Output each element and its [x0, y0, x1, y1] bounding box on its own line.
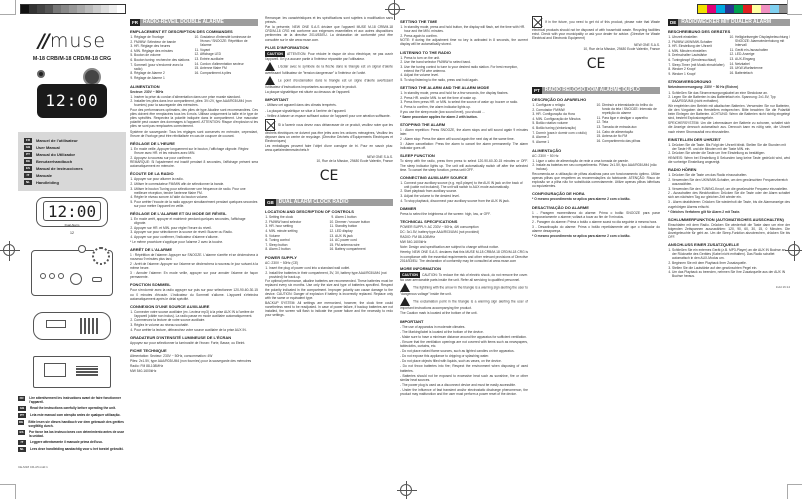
pt-control-item: 5. Botão rotativo volume [536, 121, 594, 125]
fr-radio-step: 3. Utiliser le bouton Tuning pour sélectionner une fréquence de radio. Pour une meilleure réception, tendre l'antenne filaire FM. [134, 187, 258, 195]
lightning-warning-icon [265, 62, 275, 71]
pt-control-item: 9. Alarme 1 [536, 140, 594, 144]
fr-packaging: Les emballages peuvent faire l'objet d'une consigne de tri. Pour en savoir plus: www.quefairedemesdechets.fr [265, 144, 393, 153]
read-first-item: ES Por favor lea las instrucciones con detenimiento antes de usar la unidad. [19, 429, 124, 438]
pt-control-item: 13. Tomada de entrada áux [602, 125, 660, 129]
fr-control-item: 14. Cordon d'alimentation secteur [200, 62, 258, 66]
fr-dim-text: Appuyez sur pour sélectionner la luminosité de l'écran: Forte, Basse, ou Eteint. [130, 340, 246, 345]
pt-control-item: 8. Alarme 2 [536, 135, 594, 139]
gb-power-line: AC: 230V ~ 50Hz (CE) [265, 260, 299, 265]
bottom-diagram [33, 356, 111, 388]
crop-mark-top-right [787, 0, 802, 15]
de-time-step: 1. Drücken Sie die Taste. Bis Folgt der Uhrzeit blinkt. Stellen Sie die Stunden mit der Taste HR. und die Minuten mit der Taste MIN. ein. [672, 143, 790, 151]
fr-aux-step: 3. Réglez le volume au niveau souhaité. [134, 323, 258, 327]
fr-radio-step: 4. Régler le niveau sonore à l'aide du bouton volume. [134, 195, 258, 199]
gb-radio-step: 5. To stop listening to the radio, press and hold again. [404, 78, 528, 82]
gb-stop-item: 3 : Alarm cancellation: Press the alarm to cancel the alarm permanently. The alarm indicator goes off. [400, 142, 528, 151]
de-radio-title: RADIO HÖREN [668, 167, 697, 173]
gb-alarm-step: 2. Press HR. and/or MIN. to set the time of wake up. [404, 96, 528, 100]
fr-spec-line: Piles: 2x1.5V, type AAA/R03/UM4 (non fournies) pour la sauvegarde des mémoires [130, 359, 252, 364]
pt-control-item: 3. HR. Configuração da Hora [536, 112, 594, 116]
ce-mark-icon: CE [319, 167, 339, 184]
fr-caution: CAUTION ATTENTION: Pour réduire le risque de choc électrique, ne pas ouvrir l'appareil. Il n'y a aucune partie à l'intérieur réparable par l'utilisateur. [265, 51, 393, 62]
pt-control-item: 10. Diminuir a intensidade do brilho do fundo da tela / SNOOZE: Intervalo de repetição do alarme [602, 103, 660, 115]
pt-control-item: 11. Para ligar e desligar o aparelho [602, 116, 660, 120]
fr-spec-title: FICHE TECHNIQUE [130, 347, 167, 353]
fr-stop-item: 1 : Répétition de l'alarme: Appuyer sur SNOOZE. L'alarme s'arrête et se déclenchera à nouveau 9 minutes plus tard. [130, 252, 258, 261]
gb-stop-title: STOPPING THE ALARM [400, 121, 446, 127]
gb-power-text: For optimal performance, alkaline batteries are recommended. These batteries must be replaced every six months. Use only the size and type of batteries specified. Respect the polarity indicated in the compartment. Improper polarity can cause damage to the device. CAUTION: Danger of explosion if battery is incorrectly replaced. Replace only with the same or equivalent type. [265, 279, 393, 300]
de-control-item: 7. Sleep-Timer (mit Musik einschlafen) [672, 63, 727, 67]
gb-spec-line: DC: 3x1.5V, battery type AAA/R03/UM4 (not provided) [400, 230, 480, 234]
fr-alarm-step: 3. Appuyer sur pour sélectionner la source de réveil: Buzzer ou Radio. [134, 230, 258, 234]
diagram-display-label: Dual Alarm [64, 222, 80, 227]
flag-icon: NL [26, 180, 30, 185]
gb-spec-line: MW 540-1600kHz [400, 240, 427, 245]
pt-alarm-note: * O mesmo procedimento se aplica para alarme 2 com o botão. [532, 197, 631, 202]
fr-time-step: 2. Appuyez à nouveau sur pour confirmer. [134, 156, 258, 160]
fr-control-item: 6. Bouton tuning: recherche des stations [134, 58, 192, 62]
gb-important-item: - The use of apparatus in moderate climates. [400, 324, 466, 329]
gb-important-title: IMPORTANT [400, 318, 424, 324]
gb-control-item: 9. Alarm 1 button [335, 215, 393, 219]
de-controls-title: BESCHREIBUNG DES GERÄTES [668, 29, 731, 34]
pt-power-title: ALIMENTAÇÃO [532, 147, 562, 153]
language-item: DE Benutzerhandbuch [25, 159, 73, 165]
de-control-item: 13. AUX-Eingang [735, 57, 790, 61]
fr-control-item: 2. FM/MW: Sélecteur de bande [134, 40, 192, 44]
de-aux-title: ANSCHLUSS EINER ZUSATZQUELLE [668, 242, 740, 248]
fr-radio-step: 2. Utiliser le commutateur FM/MW afin de sélectionner la bande. [134, 182, 258, 186]
fr-spec-line: MW 540-1600kHz [130, 369, 157, 374]
flag-icon: FR [26, 138, 30, 143]
fr-aux-step: 2. Commencez la lecture de votre source auxiliaire. [134, 318, 258, 322]
lightning-warning-icon [400, 283, 410, 292]
gb-more-title: MORE INFORMATION [400, 265, 442, 271]
de-radio-step: 2. Verwenden Sie den UKW/MW-Schalter, um den gewünschten Frequenzbereich auszuwählen. [672, 178, 790, 186]
exclamation-warning-icon [400, 297, 410, 306]
gb-backup-text: BACKUP SYSTEM: All settings are memorized, however, the clock time could nonetheless need to be readjusted. In case of power failure, if backup batteries are not installed, the screen will flash to indicate the power failure and the necessity to redo your settings. [265, 300, 393, 318]
gb-sleep-title: SLEEP FUNCTION [400, 153, 435, 159]
gb-dim-title: DIMMER [400, 205, 417, 211]
gb-radio-step: 2. Use the band selector FM/MW to select band. [404, 60, 528, 64]
pt-controls-title: DESCRIÇÃO DO APARELHO [532, 97, 587, 103]
fr-power-step: 2. Installer les piles dans leur compartiment, piles: 3V=2V, type AAA/R03/UM4 (non fournies) pour la sauvegarde des mémoires. [134, 99, 258, 107]
top-diagram [31, 250, 113, 296]
de-section-header: DE RADIOWECKER MIT DUALER ALARM [668, 19, 790, 26]
fr-exclaim: Le point d'exclamation dans le triangle est un signe d'alerte avertissant l'utilisateur d'instructions importantes accompagnant le produit. [265, 76, 393, 89]
gb-aux-step: 3. Adjust the volume to the desired level. [404, 194, 528, 198]
fr-control-item: 13. Entrée auxiliaire [200, 57, 258, 61]
de-time-step: 2. Drücken Sie wieder die Taste um Ihre Einstellung zu bestätigen. [672, 151, 790, 155]
pt-control-item: 15. Antena de fio FM [602, 134, 660, 138]
fr-stop-title: ARRÊT DE L'ALARME [130, 246, 173, 252]
brand-logo: // muse [37, 30, 107, 52]
gb-control-item: 8. Alarm 2 button [269, 247, 327, 251]
de-power-step: 2. Legen Sie die Batterien in das Batteriefach ein. Spannung: 2x1.5V, Typ AAA/R03/UM4 (nicht enthalten). [672, 95, 790, 103]
flag-icon: DE [25, 159, 31, 164]
read-first-item: NL Lees deze handleiding aandachtig voor u het toestel gebruikt. [20, 446, 124, 451]
fr-time-note: REMARQUE: Si l'ajustement est inactif pendant 8 secondes, l'affichage présent sera automatiquement en mémoire. [130, 160, 258, 169]
fr-lightning: L'éclair avec le symbole de la flèche dans le triangle est un signal d'alerte avertissant l'utilisateur de "tension dangereuse" à l'intérieur de l'unité. [265, 62, 393, 75]
back-diagram [33, 312, 111, 340]
fr-alarm-title: RÉGLAGE DE L'ALARME ET DU MODE DE RÉVEIL [130, 211, 227, 217]
fr-time-step: 1. En mode veille, Appuyer longuement sur le bouton, l'affichage clignote. Réglez l'heure avec HR. et les minutes avec MIN. [134, 147, 258, 155]
de-sleep-title: SCHLUMMERFUNKTION (AUTOMATISCHES AUSSCHALTEN) [668, 216, 784, 222]
de-radio-step: 1. Drücken Sie die Taste um das Radio einzuschalten. [672, 173, 790, 177]
gb-alarm-step: 4. Press to confirm, the alarm indicator lights up. [404, 105, 528, 109]
fr-disposal: Si à l'avenir vous devez vous débarrasser de ce produit, veuillez noter que les déchets électriques ne doivent pas être jetés avec les ordures ménagères. Veuillez les déposer dans un centre de recyclage. (Directive Déchets d'Équipements Électriques et Électroniques) [265, 119, 393, 143]
front-diagram [36, 197, 108, 227]
gb-dim-text: Press to select the brightness of the screen: high, low, or OFF. [400, 211, 491, 216]
weee-bin-icon [265, 119, 275, 131]
read-instructions-notice [18, 396, 126, 452]
gb-time-step: 2. Press again to confirm. [404, 34, 528, 38]
de-stop-item: 3 - Alarm deaktivieren: Drücken Sie wiederholt die Taste, bis die Alarmanzeige des zugehörigen Alarms erlischt. [668, 200, 790, 209]
fr-power-line: Secteur: 230V ~ 50Hz [130, 89, 164, 94]
fr-control-item: 15. Antenne filaire FM [200, 66, 258, 70]
de-power-text: Wir empfehlen den Betrieb mit alkalischen Batterien. Verwenden Sie nur Batterien, die den Vorgaben des Herstellers entsprechen. Bitte beachten Sie die Polarität beim Einlegen der Batterien. ACHTUNG: Wenn die Batterien nicht richtig eingelegt sind, besteht Explosionsgefahr. [668, 103, 790, 121]
language-item: FR Manuel de l'utilisateur [26, 138, 78, 144]
fr-control-item: 11. Voyant [200, 48, 258, 52]
gb-alarm-note: If you use the sleep mode (low sound level), you should ... [400, 109, 485, 114]
gb-important-item: - Ensure that the ventilation openings are not covered with items such as newspapers, tablecloths, curtains, etc. [400, 339, 528, 349]
pt-control-item: 2. Comutador FM/MW [536, 108, 594, 112]
exclamation-warning-icon [265, 76, 275, 85]
pt-section-header: PT RÁDIO RELÓGIO COM ALARME DUPLO [532, 87, 660, 94]
fr-important-item: - Utilisez cet appareil dans des climats tempérés. [265, 103, 337, 108]
de-control-item: 10. Helligkeitsregler Displaybeleuchtung / SNOOZE: Alarmwiederholung mit Intervall [735, 35, 790, 47]
de-column [668, 16, 790, 290]
fr-control-item: 10. Gradateur d'intensité lumineuse de l'écran / SNOOZE: Répétition de l'alarme [200, 35, 258, 47]
gb-control-item: 4. MIN. minute setting [269, 229, 327, 233]
gb-control-item: 7. Sleep button [269, 243, 327, 247]
fr-power-text: Pour des performances optimales, des piles de type Alcaline sont recommandées. Ces piles doivent être remplacées tous les 6 mois. Utilisez uniquement la taille et le type de piles spécifiés. Respectez la polarité indiquée dans le compartiment. Une mauvaise polarité peut causer des dommages à l'appareil. ATTENTION: Risque d'explosion si les piles ne sont pas remplacées correctement. [130, 108, 258, 129]
crop-mark-bottom-left [0, 484, 16, 499]
de-control-item: 15. UKW-Wurfantenne [735, 66, 790, 70]
fr-important-title: IMPORTANT [265, 97, 289, 103]
gb-radio-step: 1. Press to turn on the unit. [404, 56, 528, 60]
gb-controls-title: LOCATION AND DESCRIPTION OF CONTROLS [265, 209, 354, 215]
fr-power-step: 1. Insérer la prise du cordon d'alimentation dans une prise murale standard. [134, 95, 258, 99]
de-sleep-text: Einschlafen mit dem Radio. Drücken Sie wiederholt die Taste dann um eine der folgenden Zeitspannen auszuwählen: 120, 90, 60, 30, 15, 0 Minuten. Die Anzeigeleuchte für geht an. Um die Sleep-Funktion abzubrechen, drücken Sie bis OFF. [668, 222, 790, 240]
fr-spec-line: Alimentation: Secteur: 230V ~ 50Hz, consommation: 4W [130, 353, 213, 358]
gb-control-item: 13. AUX IN jack [335, 234, 393, 238]
gb-company: NEW ONE S.A.S. 10, Rue de la Mission, 29480 Ecole Valentin, France [583, 43, 660, 52]
de-control-item: 4. MIN. Minuten einstellen [672, 49, 727, 53]
language-item: ES Manual de instrucciones [25, 166, 83, 172]
clock-display: 12:00 [37, 84, 107, 118]
gb-control-item: 6. Tuning control [269, 238, 327, 242]
registration-mark-top [388, 3, 400, 15]
read-first-item: IT Leggere attentamente il manuale prima dell'uso. [18, 440, 126, 445]
gb-caution: CAUTION CAUTION: To reduce the risk of electric shock, do not remove the cover. No user-serviceable parts inside the unit. Refer all servicing to qualified personnel. [400, 272, 528, 283]
fr-control-item: 4. MIN. Réglage des minutes [134, 49, 192, 53]
gb-important-item: - Make sure to have a minimum distance around the apparatus for sufficient ventilation. [400, 334, 527, 339]
fr-aux-step: 1. Connecter votre source auxiliaire (ex. Lecteur mp3) à la prise AUX IN à l'arrière de l'appareil (câble non inclus). La radio passe en mode auxiliaire automatiquement. [134, 310, 258, 318]
registration-mark-bottom [400, 484, 412, 496]
fr-alarm-step: 2. Appuyer sur HR. et MIN. pour régler l'heure du réveil. [134, 226, 258, 230]
de-alarm2-note: * Gleiches Verfahren gilt für Alarm 2 mit Taste. [668, 209, 741, 214]
de-power-title: STROMVERSORGUNG [668, 79, 712, 85]
de-aux-step: 2. Beginnen Sie mit dem Playback Ihrer Zusatzquelle. [672, 261, 790, 265]
pt-stop-item: 2 - Paragem do alarme: Prima o botão o alarme soará no dia seguinte à mesma hora. [532, 219, 658, 224]
fr-stop-item: 3 : Annuler l'alarme: En mode veille, appuyer sur pour annuler l'alarme de façon permanente. [130, 271, 258, 280]
pt-stop-item: 1 - Paragem momentânea do alarme: Prima o botão SNOOZE para parar temporariamente o alarme; voltará a tocar ao fim de 9 minutos. [532, 210, 660, 219]
de-control-item: 1. Uhrzeit einstellen [672, 35, 727, 39]
fr-sleep-text: Pour s'endormir avec la radio appuyer sur puis sur pour sélectionner 120-90-60-30-15 ou 0 minutes d'écoute. L'indicateur du Sommeil s'allume. L'appareil s'éteindra automatiquement après le délai spécifié. [130, 288, 258, 301]
read-first-item: GB Read the instructions carefully before operating the unit. [19, 405, 116, 410]
gb-spec-line: RADIO: FM 88-108MHz [400, 235, 435, 240]
fr-company: NEW ONE S.A.S. 10, Rue de la Mission, 29480 Ecole Valentin, France [316, 155, 393, 164]
pt-control-item: 12. Tela [602, 120, 660, 124]
pt-control-item: 16. Compartimento das pilhas [602, 139, 660, 143]
color-calibration-bar [697, 4, 789, 14]
pt-control-item: 7. Dormir (para ir dormir com o rádio) [536, 131, 594, 135]
gb-pt-column [532, 16, 660, 239]
language-item: IT Manuale [24, 173, 120, 178]
gb-exclaim: The exclamation point in the triangle is a warning sign alerting the user of important instructions accompanying the product. [400, 297, 528, 310]
gb-control-item: 14. AC power cord [335, 238, 393, 242]
de-radio-step: 3. Verwenden Sie den TUNING-Knopf, um die gewünschte Frequenz einzustellen. [672, 187, 790, 191]
de-aux-step: 4. Um das Playback zu beenden, nehmen Sie Ihre Zusatzquelle aus der AUX IN Buchse heraus. [672, 270, 790, 278]
read-first-item: DE Bitte lesen sie dieses handbuch vor dem gebrauch des gerätes sorgfältig durch. [19, 419, 124, 428]
language-item: GB User Manual [25, 145, 60, 151]
weee-bin-icon [532, 16, 542, 28]
de-control-item: 5. Drehschalter Lautstärke [672, 53, 727, 57]
fr-sleep-title: FONCTION SOMMEIL [130, 282, 171, 288]
fr-radio-step: 1. Appuyer sur pour allumer la radio. [134, 177, 258, 181]
fr-radio-step: 5. Pour arrêter l'écoute de la radio appuyer simultanément pendant quelques secondes sur pour mettre l'appareil en veille. [134, 200, 258, 208]
gb-control-item: 10. Dimmer / snooze button [335, 220, 393, 224]
fr-control-item: 12. Affichage LED [200, 52, 258, 56]
flag-icon: GB [19, 405, 25, 410]
crop-mark-bottom-right [787, 484, 802, 499]
de-time-note: HINWEIS: Wenn bei Einstellung 8 Sekunden lang keine Taste gedrückt wird, wird die vorherige Einstellung angezeigt. [668, 156, 790, 165]
gb-important-item: - Do not throw batteries into fire; Respect the environment when disposing of used batteries. [400, 364, 528, 373]
gb-important-item: - Do not place naked flame sources, such as lighted candles on the apparatus. [400, 349, 515, 354]
gb-power-title: POWER SUPPLY [265, 254, 297, 260]
gb-important-item: - Do not expose this appliance to dripping or splashing water. [400, 354, 490, 359]
de-control-item: 14. Netzkabel [735, 62, 790, 66]
gb-time-title: SETTING THE TIME [400, 19, 438, 24]
de-control-item: 6. Tuningknopf (Sendersuchlauf) [672, 58, 727, 62]
fr-spec-note: Remarque: les caractéristiques et les spécifications sont sujettes à modification sans préavis. [265, 16, 393, 25]
fr-controls-title: EMPLACEMENT ET DESCRIPTION DES COMMANDES [130, 29, 233, 34]
read-first-item: FR Lire attentivement les instructions avant de faire fonctionner l'appareil. [19, 395, 121, 404]
fr-control-item: 8. Réglage de Alarme 2 [134, 71, 192, 75]
read-first-item: PT Leia este manual com atenção antes de qualquer utilização. [18, 413, 126, 418]
gb-time-note: NOTE: If during the adjustment time no key is activated in 8 seconds, the current display will be automatically stored. [400, 38, 528, 47]
gb-control-item: 1. Setting the clock [269, 215, 327, 219]
flag-icon: NL [20, 446, 24, 451]
fr-aux-title: CONNEXION D'UNE SOURCE AUXILIAIRE [130, 303, 210, 309]
print-footer: CE-M18 CR-A5.indd 1 [18, 464, 48, 469]
fr-more-title: PLUS D'INFORMATION [265, 44, 309, 50]
pt-stop-title: DESACTIVAÇÃO DO ALARME [532, 204, 589, 210]
flag-icon: FR [19, 395, 24, 400]
fr-gb-column [265, 16, 393, 318]
gb-radio-title: LISTENING TO THE RADIO [400, 49, 452, 55]
language-item: NL Handleiding [26, 180, 59, 186]
gb-aux-title: CONNECTING AUXILIARY SOURCE [400, 174, 468, 180]
pt-power-step: 1. Ligue o cabo de alimentação de rede a uma tomada de parede. [536, 159, 660, 163]
gb-section-header: GB DUAL ALARM CLOCK RADIO [265, 199, 393, 206]
fr-radio-title: ÉCOUTE DE LA RADIO [130, 171, 174, 177]
de-stop-item: 2 - Ausschalten des Weckfunktion: Drücken Sie die Taste oder der Alarm schaltet sich am nächsten Tag zur gleichen Zeit wieder ein. [668, 191, 790, 200]
flag-icon: GB [25, 145, 31, 150]
gb-column-2 [400, 16, 528, 397]
de-time-title: EINSTELLEN DER UHRZEIT [668, 136, 721, 142]
pt-control-item: 1. Configurar o relógio [536, 103, 594, 107]
fr-control-item: 1. Réglage de l'horloge [134, 35, 192, 39]
gb-control-item: 16. Battery compartment [335, 247, 393, 251]
gb-spec-note: Note: Design and specification are subject to change without notice. [400, 245, 499, 250]
gb-spec-line: POWER SUPPLY: AC 230V ~ 50Hz, 4W consumption [400, 224, 479, 229]
gb-time-step: 1. In standby mode, press and hold button, the display will flash, set the time with HR. hour and the MIN. minutes. [404, 25, 528, 33]
fr-stop-item: 2 : Arrêt de l'alarme: Appuyer sur l'alarme se déclenchera à nouveau le jour suivant à la même heure. [130, 261, 258, 271]
language-item: PT Manual do Utilizador [24, 152, 120, 157]
de-aux-step: 1. Schließen Sie ein externes Gerät (z.B. MP3-Player) an die AUX IN Buchse an der Rückseite des Gerätes (Kabel nicht enthalten). Das Radio schaltet automatisch in den AUX-Modus um. [672, 248, 790, 260]
diagram-label-12: 12 [70, 231, 74, 236]
gb-important-item: - The power plug is used as a disconnect device and must be easily accessible. [400, 382, 516, 387]
model-number: M-18 CRB/M-18 CRD/M-18 CRG [32, 55, 112, 62]
gb-conformity: Hereby, NEW ONE S.A.S. declares that this MUSE M-18 CRB/M-18 CRD/M-18 CRG is in compliance with the essential requirements and other relevant provisions of Directive 2014/53/EU. The declaration of conformity may be consulted at www.muse.com [400, 250, 528, 263]
de-power-step: 1. Schließen Sie das Stromversorgungskabel an eine Steckdose an. [672, 91, 790, 95]
fr-important-item: - La plaque signalétique se situe à l'arrière de l'appareil. [265, 108, 347, 113]
fr-backup-text: Système de sauvegarde: Tous les réglages sont conservés en mémoire, cependant, l'heure de l'horloge peut être réinitialisée en cas de coupure de courant. [130, 129, 258, 138]
flag-icon: IT [24, 173, 32, 178]
gb-control-item: 5. Volume [269, 234, 327, 238]
gb-aux-step: 1. Connect your auxiliary source (e.g. mp3 player) to the AUX IN jack on the back of unit (cable not included). The unit will switch to AUX mode automatically. [404, 181, 528, 189]
registration-mark-left [3, 244, 15, 256]
de-power-line: Netzstromversorgung: 230V ~ 50 Hz (Eichen) [668, 85, 739, 90]
de-control-item: 3. HR. Einstellung der Uhrzeit [672, 44, 727, 48]
gb-alarm-title: SETTING THE ALARM AND THE ALARM MODE [400, 85, 490, 91]
fr-control-item: 3. HR. Réglage des heures [134, 44, 192, 48]
de-control-item: 12. LED-Anzeige [735, 52, 790, 56]
gb-control-item: 2. FM/MW band selector [269, 220, 327, 224]
gb-spec-title: TECHNICAL SPECIFICATIONS [400, 218, 458, 224]
de-control-item: 9. Wecker 1 Knopf [672, 72, 727, 76]
gb-important-item: - Batteries should not be exposed to excessive heat such as sunshine, fire or other similar heat sources. [400, 373, 528, 382]
fr-dim-title: GRADATEUR D'INTENSITÉ LUMINEUSE DE L'ÉCRAN [130, 334, 232, 340]
gb-alarm-step: 1. In standby mode, press and hold for a few seconds, the display flashes. [404, 91, 528, 95]
gb-disposal: If in the future, you need to get rid of this product, please note that Waste electrical products should not be disposed of with household waste. Recycling facilities exist. Check with your municipality or ask your dealer for advice. (Directive for Waste Electrical and Electronic Equipment) [532, 16, 660, 40]
de-control-item: 16. Batteriefach [735, 71, 790, 75]
product-image [27, 66, 117, 126]
fr-control-item: 5. Bouton de volume [134, 53, 192, 57]
gb-sleep-text: To sleep with the radio, press then press to select 120-90-60-30-15 minutes or OFF. The sleep indicator lights up. The unit will automatically switch off after the selected time. To cancel the sleep function, press until OFF. [400, 159, 528, 172]
diagram-display: 12:00 [43, 201, 101, 221]
pt-stop-item: 3 - Desactivação do alarme: Prima o botão repetidamente até que o indicador do alarme desapareça. [532, 224, 660, 233]
gb-important-item: - Do not place objects filled with liquids, such as vases, on the device. [400, 359, 502, 364]
fr-alarm-step: 4. Appuyer sur pour confirmer, l'indicateur d'alarme s'allume. [134, 235, 258, 239]
pt-time-title: CONFIGURAÇÃO DE HORA [532, 191, 585, 197]
flag-icon: PT [24, 152, 32, 157]
gb-radio-step: 4. Adjust the volume level. [404, 73, 528, 77]
gb-control-item: 11. Standby button [335, 224, 393, 228]
gb-stop-item: 1 : Alarm repetition: Press SNOOZE, the alarm stops and will sound again 9 minutes later. [400, 127, 528, 136]
pt-control-item: 4. MIN. Configuração de Minutos [536, 117, 594, 121]
cover-column [18, 14, 126, 469]
fr-spec-line: Radio: FM 88-108MHz [130, 364, 164, 369]
gb-important-item: - The Marking/label is located at the bottom of the device. [400, 329, 484, 334]
language-list [18, 132, 126, 191]
de-control-item: 2. FM/MW-UKW/MW-Schalter [672, 40, 727, 44]
gb-alarm2-note: * Same procedure applies for alarm 2 with button. [400, 114, 478, 119]
fr-alarm-step: 1. En mode arrêt, appuyer et maintenir pendant quelques secondes, l'affichage clignote. [134, 217, 258, 225]
gb-control-item: 15. FM antenna wire [335, 243, 393, 247]
fr-alarm-note: * Le même procédure s'applique pour l'alarme 2 avec la touche. [130, 239, 224, 244]
grayscale-calibration-bar [20, 4, 126, 14]
gb-aux-step: 4. To stop playback, disconnect your auxiliary source from the AUX IN jack. [404, 199, 528, 203]
fr-column-1 [130, 16, 258, 374]
fr-control-item: 7. Sommeil (pour s'endormir avec la radio) [134, 63, 192, 71]
fr-conformity: Par la présente, NEW ONE S.A.S déclare que l'appareil MUSE M-18 CRB/M-18 CRD/M-18 CRG est conforme aux exigences essentielles et aux autres dispositions pertinentes de la directive 2014/53/EU. La déclaration de conformité peut être consultée sur le site www.muse.com. [265, 25, 393, 42]
fr-important-item: - Veillez à laisser un espace suffisant autour de l'appareil pour une aération suffisante. [265, 113, 391, 118]
fr-control-item: 9. Réglage de Alarme 1 [134, 76, 192, 80]
gb-power-step: 2. Install the batteries in their compartment, 3V, 3V, battery type AAA/R03/UM4 (not provided) for back-up. [269, 271, 393, 279]
gb-lightning: The lightning with the arrow in the triangle is a warning sign alerting the user to "dangerous voltage" inside the unit. [400, 283, 528, 296]
pt-control-item: 6. Botão tuning (sintonização) [536, 126, 594, 130]
pt-power-line: AC: 230V ~ 50 Hz [532, 153, 559, 158]
fr-section-header: FR RADIO-RÉVEIL DOUBLE ALARME [130, 19, 258, 26]
crop-mark-top-left [0, 0, 16, 15]
pt-power-step: 2. Instale as baterias em seu compartimento. Pilhas: 2x1.5V, tipo AAA/R03/UM4 (não incluso). [536, 163, 660, 171]
gb-plate-text: The Caution mark is located at the bottom of the unit. [400, 311, 478, 316]
de-control-item: 8. Wecker 2 Knopf [672, 67, 727, 71]
de-print-footer: Indd 16:14 [775, 285, 790, 290]
pt-alarm2-note: * O mesmo procedimento se aplica para alarme 2 com o botão. [532, 234, 631, 239]
flag-icon: ES [25, 166, 30, 171]
pt-control-item: 14. Cabo de alimentação [602, 130, 660, 134]
gb-alarm-step: 3. Press then press HR. or MIN. to select the source of wake up: buzzer or radio. [404, 100, 528, 104]
gb-control-item: 12. LED display [335, 229, 393, 233]
gb-important-item: - Under the influence of fast transient and/or electrostatic discharge phenomenon, the product may malfunction and the user must perform a power reset of the device. [400, 388, 528, 397]
fr-plate-text: La plaque signalétique est située au dessous de l'appareil. [265, 90, 351, 95]
flag-icon: DE [19, 419, 24, 424]
gb-power-step: 1. Insert the plug of power cord into a standard wall outlet. [269, 266, 393, 270]
de-control-item: 11. Gerät ein-/ausschalten [735, 48, 790, 52]
gb-radio-step: 3. Use the tuning control to tune to your desired radio station. For best reception, extend the FM wire antenna. [404, 65, 528, 73]
fr-power-title: ALIMENTATION [130, 83, 160, 89]
gb-stop-item: 2 : Alarm stop: Press the alarm will sound again the next day at the same time. [400, 137, 515, 142]
flag-icon: IT [18, 440, 26, 445]
de-aux-step: 3. Stellen Sie die Lautstärke auf den gewünschten Pegel ein. [672, 266, 790, 270]
flag-icon: ES [19, 429, 24, 434]
fr-control-item: 16. Compartiment à piles [200, 71, 258, 75]
pt-power-text: Recomenda-se a utilização de pilhas alcalinas para um funcionamento óptimo. Utilize apenas pilhas que respeitem as recomendações do fabricante. ATENÇÃO: Risco de explosão se a pilha não for substituída correctamente. Utilize apenas pilhas idênticas ou equivalentes. [532, 171, 660, 189]
ce-mark-icon: CE [586, 55, 606, 72]
de-backup-text: SPEICHERSYSTEM: Um die Lebensdauer der Batterie zu schonen, schaltet sich die Anzeige dennoch automatisch aus. Dennoch kann es nötig sein, die Uhrzeit nach einem Stromausfall neu einzustellen. [668, 121, 790, 134]
gb-control-item: 3. HR. hour setting [269, 224, 327, 228]
fr-aux-step: 4. Pour arrêter la lecture, débranchez votre source auxiliaire de la prise AUX IN. [134, 328, 258, 332]
gb-aux-step: 2. Start playback from auxiliary source. [404, 189, 528, 193]
fr-time-title: RÉGLAGE DE L'HEURE [130, 140, 175, 146]
flag-icon: PT [18, 413, 26, 418]
